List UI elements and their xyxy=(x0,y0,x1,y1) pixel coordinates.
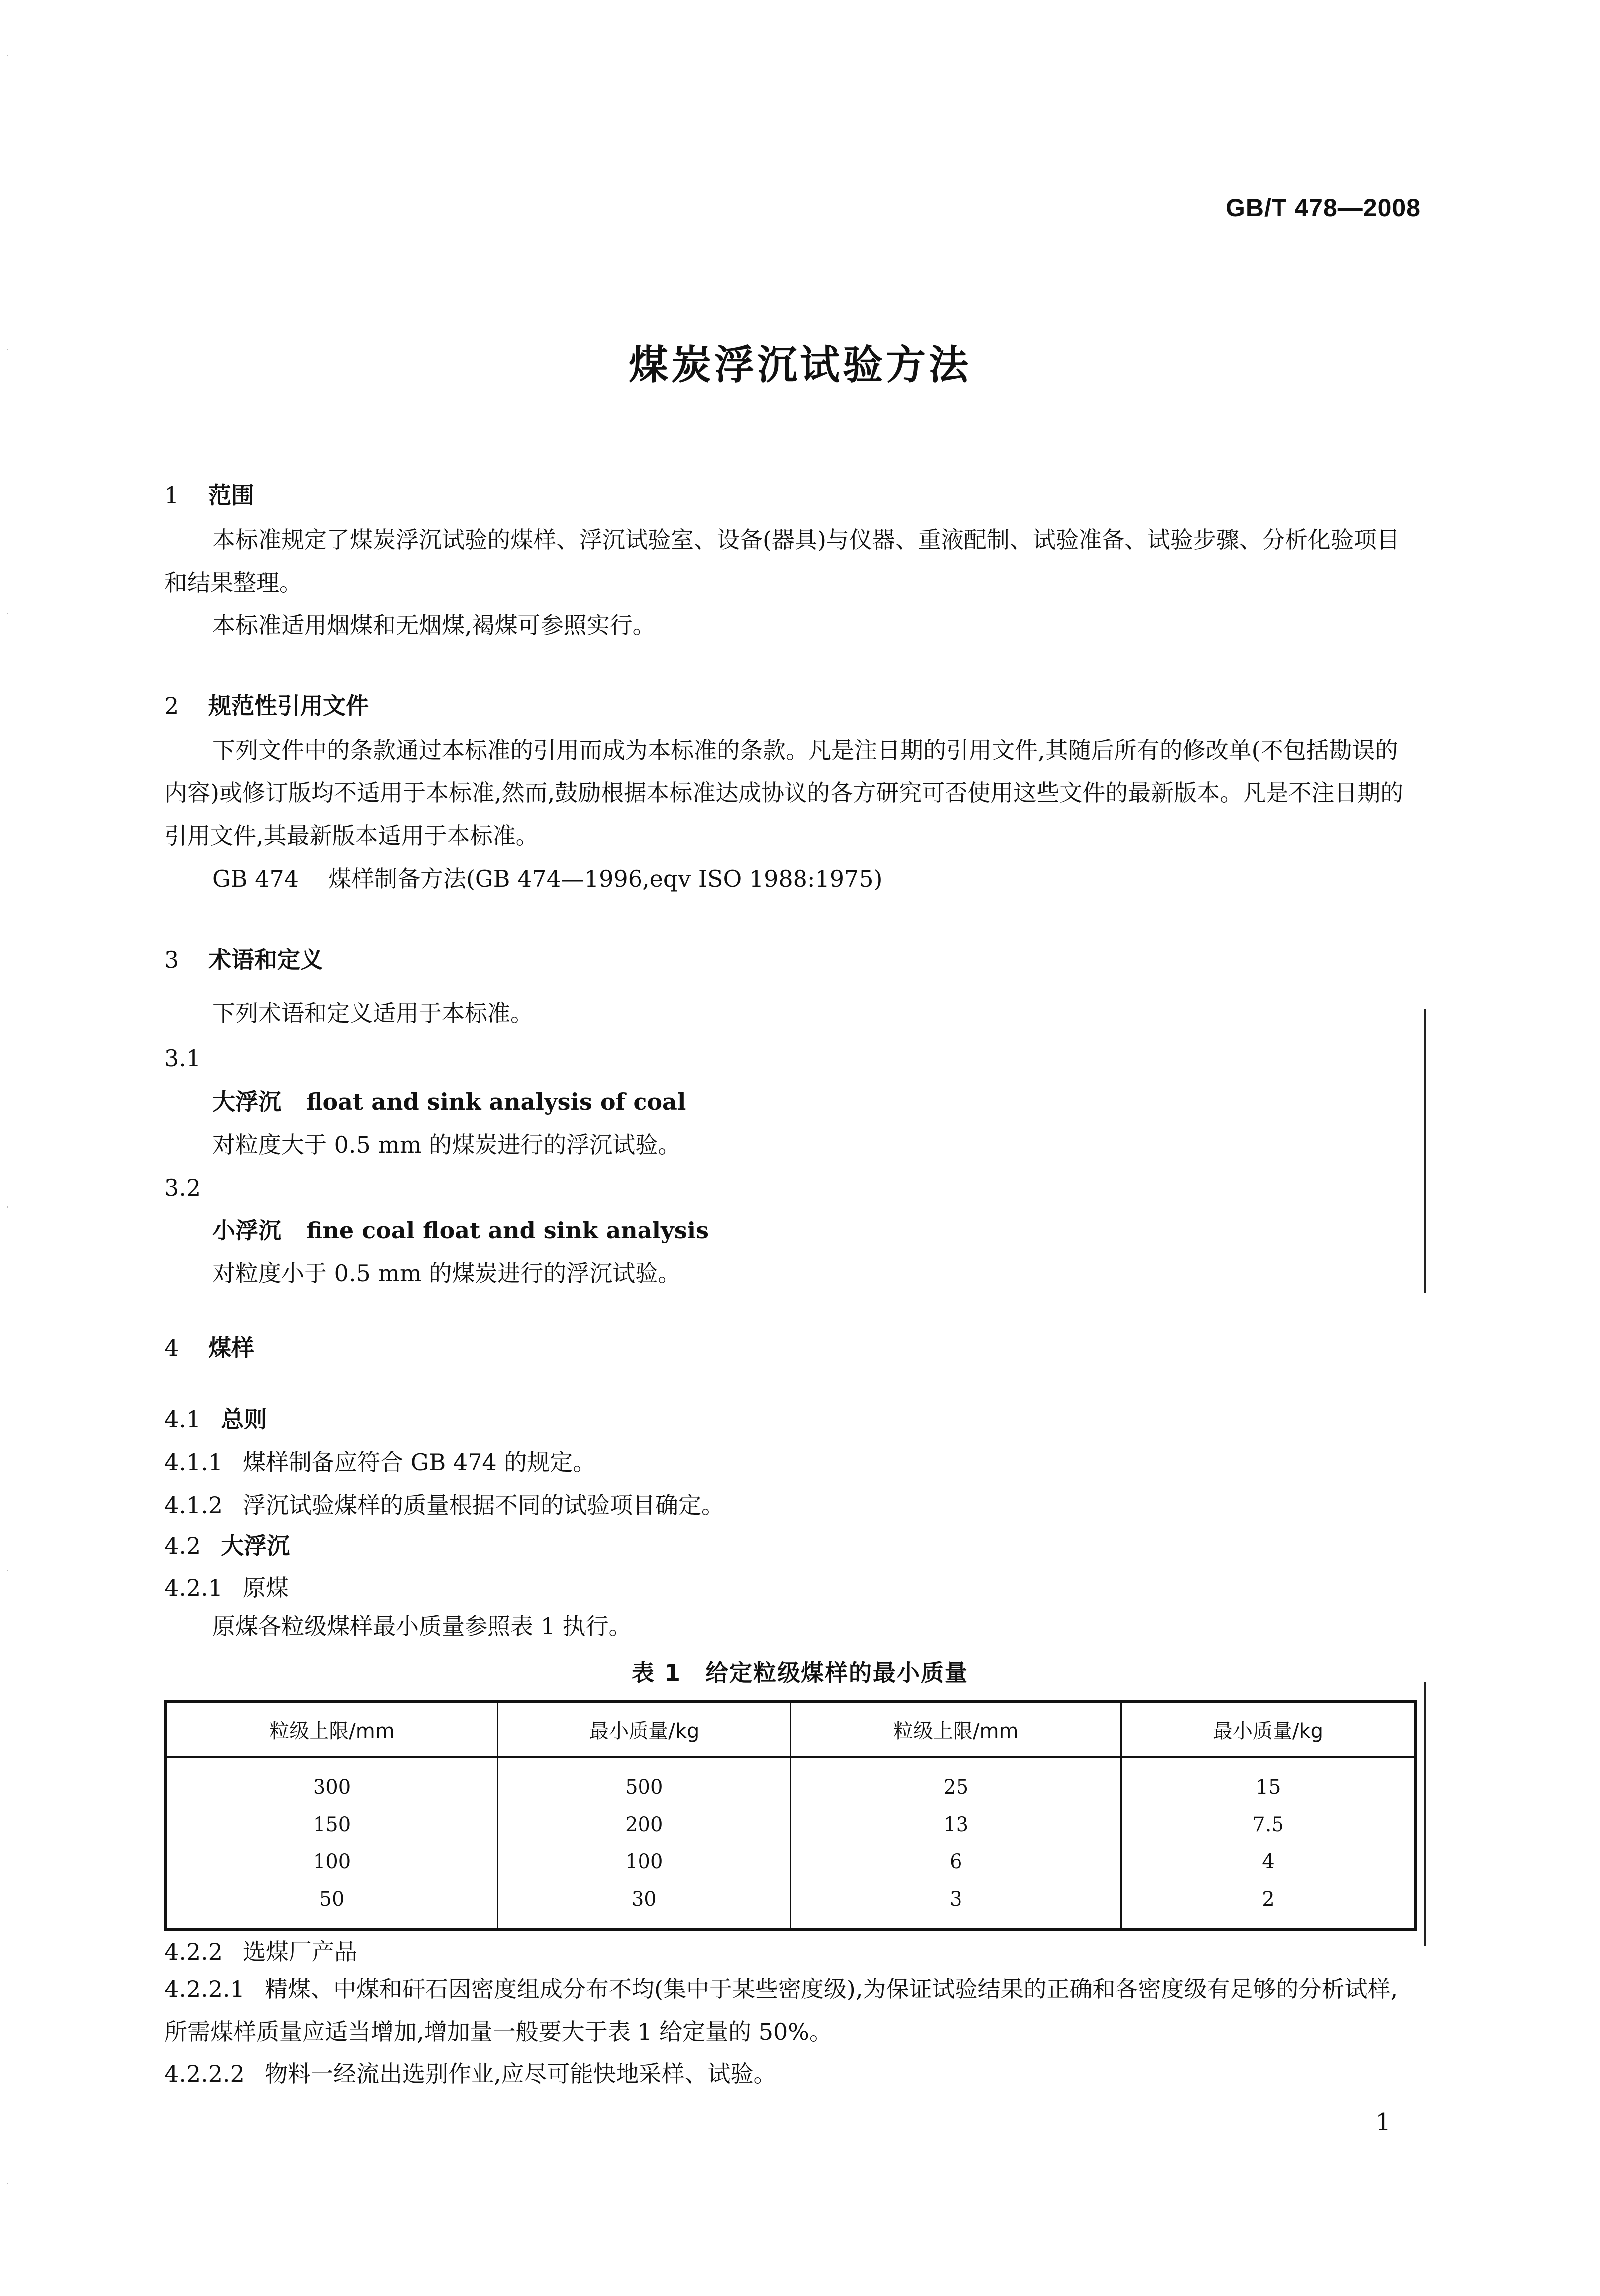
table-caption: 表 1 给定粒级煤样的最小质量 xyxy=(631,1659,969,1686)
clause-4-2-2-1 xyxy=(164,1968,1417,2053)
clause-text: 煤样制备应符合 GB 474 的规定。 xyxy=(243,1449,596,1476)
table-cell: 3 xyxy=(791,1880,1121,1930)
clause-4-2-2 xyxy=(164,1934,357,1967)
data-table xyxy=(164,1700,1417,1931)
table-cell: 150 xyxy=(166,1806,498,1843)
term-en: fine coal float and sink analysis xyxy=(306,1217,709,1244)
table-cell: 25 xyxy=(791,1757,1121,1806)
table-header-row xyxy=(166,1702,1416,1757)
table-cell: 100 xyxy=(166,1843,498,1880)
revision-bar xyxy=(1424,1682,1426,1946)
table-row xyxy=(166,1806,1416,1843)
table-row xyxy=(166,1880,1416,1930)
table-cell: 6 xyxy=(791,1843,1121,1880)
clause-text: 精煤、中煤和矸石因密度组成分布不均(集中于某些密度级),为保证试验结果的正确和各密度级有足够的分析试样,所需煤样质量应适当增加,增加量一般要大于表 1 给定量的 50%。 xyxy=(164,1976,1398,2045)
table-cell: 7.5 xyxy=(1121,1806,1415,1843)
table-row xyxy=(166,1843,1416,1880)
section-2-heading xyxy=(164,688,369,721)
column-header: 粒级上限/mm xyxy=(791,1702,1121,1757)
normative-reference xyxy=(212,857,882,900)
section-title: 煤样 xyxy=(208,1334,254,1361)
clause-number: 4.2.2 xyxy=(164,1938,223,1965)
clause-number: 4.1 xyxy=(164,1406,201,1433)
clause-text: 浮沉试验煤样的质量根据不同的试验项目确定。 xyxy=(243,1492,725,1519)
clause-4-1 xyxy=(164,1401,267,1434)
clause-text: 物料一经流出选别作业,应尽可能快地采样、试验。 xyxy=(264,2060,777,2087)
table-cell: 13 xyxy=(791,1806,1121,1843)
term-zh: 大浮沉 xyxy=(212,1088,281,1115)
term-number: 3.1 xyxy=(164,1045,201,1071)
paragraph: 原煤各粒级煤样最小质量参照表 1 执行。 xyxy=(212,1613,632,1640)
clause-4-1-1 xyxy=(164,1444,596,1477)
clause-4-2-1 xyxy=(164,1570,289,1603)
document-title: 煤炭浮沉试验方法 xyxy=(629,342,971,388)
clause-4-1-2 xyxy=(164,1487,724,1520)
term-definition: 对粒度大于 0.5 mm 的煤炭进行的浮沉试验。 xyxy=(212,1131,681,1158)
table-cell: 300 xyxy=(166,1757,498,1806)
table-cell: 2 xyxy=(1121,1880,1415,1930)
section-1-heading xyxy=(164,477,254,510)
clause-number: 4.2 xyxy=(164,1532,201,1559)
clause-number: 4.1.2 xyxy=(164,1492,223,1519)
reference-code: GB 474 xyxy=(212,865,299,892)
term-heading xyxy=(212,1080,686,1123)
clause-title: 总则 xyxy=(221,1406,267,1433)
section-4-heading xyxy=(164,1330,254,1363)
clause-number: 4.2.2.1 xyxy=(164,1976,245,2002)
paragraph: 下列文件中的条款通过本标准的引用而成为本标准的条款。凡是注日期的引用文件,其随后所有的修改单(不包括勘误的内容)或修订版均不适用于本标准,然而,鼓励根据本标准达成协议的各方研究可否使用这些文件的最新版本。凡是不注日期的引用文件,其最新版本适用于本标准。 xyxy=(164,737,1404,849)
clause-4-2-2-2 xyxy=(164,2052,777,2095)
column-header: 粒级上限/mm xyxy=(166,1702,498,1757)
clause-number: 4.2.1 xyxy=(164,1574,223,1601)
page-number: 1 xyxy=(1375,2108,1391,2136)
clause-4-2 xyxy=(164,1528,290,1561)
table-cell: 100 xyxy=(498,1843,791,1880)
section-number: 1 xyxy=(164,482,179,509)
clause-number: 4.2.2.2 xyxy=(164,2060,245,2087)
column-header: 最小质量/kg xyxy=(498,1702,791,1757)
section-number: 3 xyxy=(164,946,179,973)
term-number: 3.2 xyxy=(164,1174,201,1201)
paragraph: 下列术语和定义适用于本标准。 xyxy=(212,1000,533,1027)
standard-code: GB/T 478—2008 xyxy=(1226,194,1421,222)
reference-title: 煤样制备方法(GB 474—1996,eqv ISO 1988:1975) xyxy=(328,865,883,892)
term-heading xyxy=(212,1209,709,1252)
section-title: 范围 xyxy=(208,482,254,509)
section-number: 4 xyxy=(164,1334,179,1361)
section-number: 2 xyxy=(164,692,179,719)
section-3-heading xyxy=(164,942,323,975)
table-row xyxy=(166,1757,1416,1806)
clause-number: 4.1.1 xyxy=(164,1449,223,1476)
clause-title: 原煤 xyxy=(243,1574,289,1601)
clause-title: 大浮沉 xyxy=(221,1532,290,1559)
paragraph: 本标准适用烟煤和无烟煤,褐煤可参照实行。 xyxy=(212,612,655,639)
term-zh: 小浮沉 xyxy=(212,1217,281,1244)
section-title: 规范性引用文件 xyxy=(208,692,369,719)
term-definition: 对粒度小于 0.5 mm 的煤炭进行的浮沉试验。 xyxy=(212,1260,681,1287)
table-cell: 30 xyxy=(498,1880,791,1930)
term-en: float and sink analysis of coal xyxy=(306,1088,686,1115)
table-cell: 200 xyxy=(498,1806,791,1843)
column-header: 最小质量/kg xyxy=(1121,1702,1415,1757)
clause-title: 选煤厂产品 xyxy=(243,1938,358,1965)
revision-bar xyxy=(1424,1009,1426,1293)
table-cell: 15 xyxy=(1121,1757,1415,1806)
paragraph: 本标准规定了煤炭浮沉试验的煤样、浮沉试验室、设备(器具)与仪器、重液配制、试验准备、试验步骤、分析化验项目和结果整理。 xyxy=(164,526,1400,596)
table-cell: 50 xyxy=(166,1880,498,1930)
table-cell: 4 xyxy=(1121,1843,1415,1880)
section-title: 术语和定义 xyxy=(208,946,323,973)
table-cell: 500 xyxy=(498,1757,791,1806)
